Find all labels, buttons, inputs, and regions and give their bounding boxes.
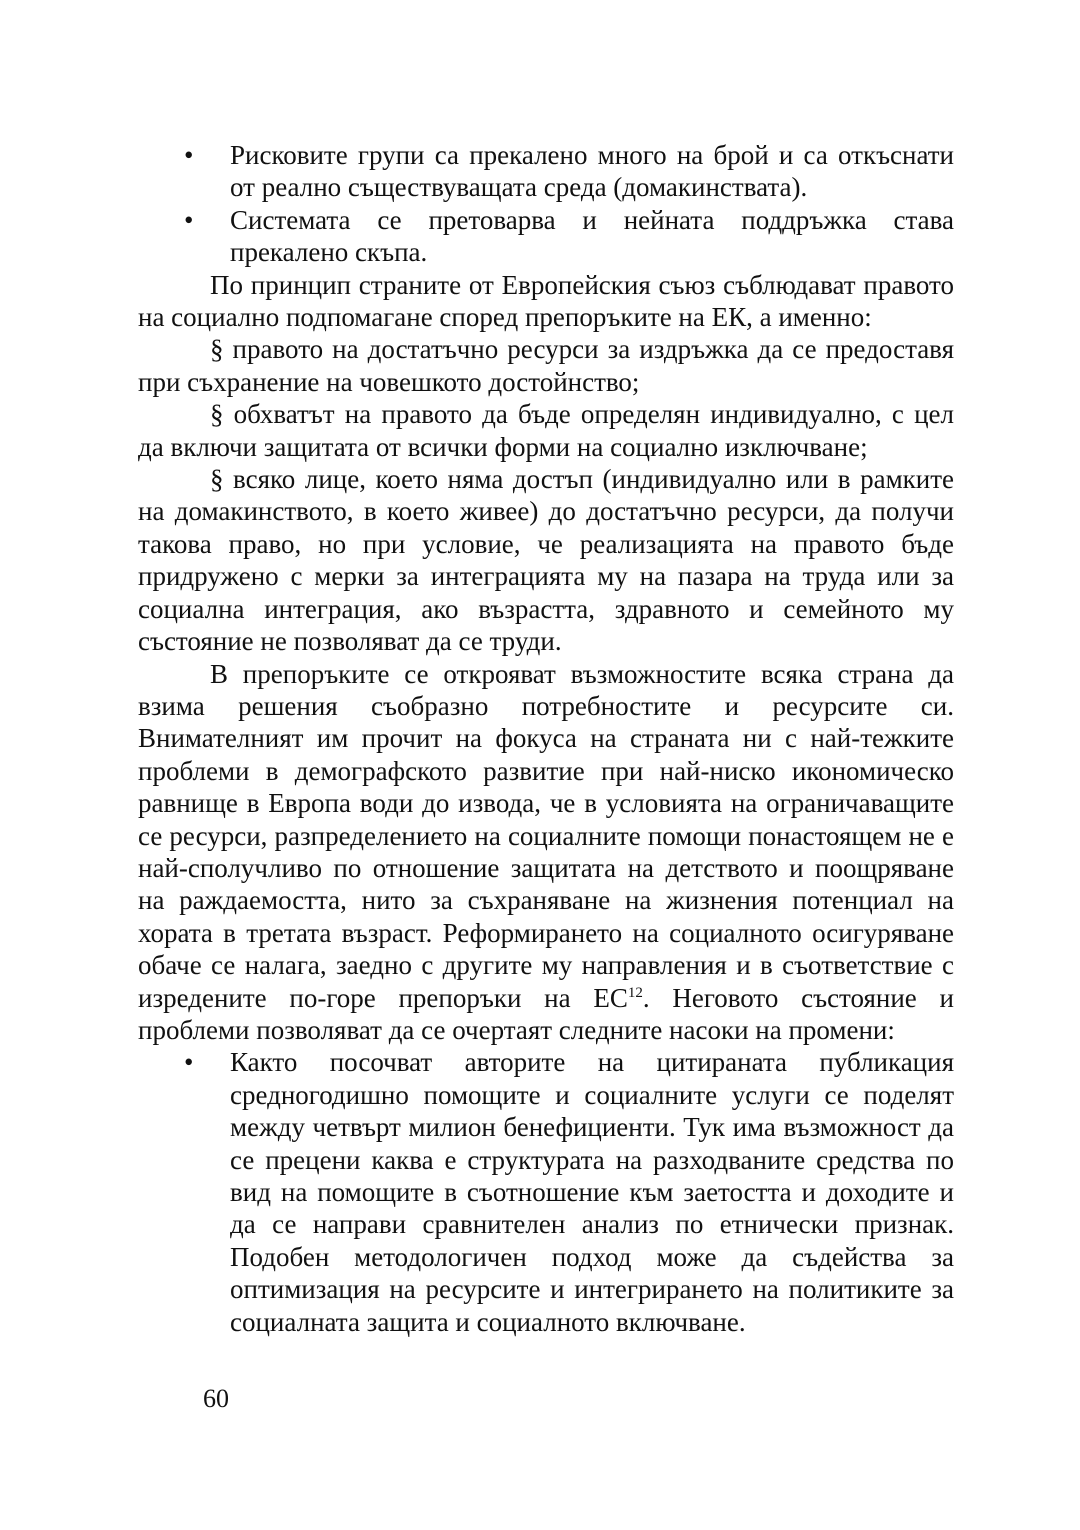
section-item: § всяко лице, което няма достъп (индивидуално или в рамките на домакинството, в което живее) до достатъчно ресурси, да получи такова право, но при условие, че реализацията на правото бъде придружено с мерки за интеграцията му на пазара на труда или за социална интеграция, ако възрастта, здравното и семейното му състояние не позволяват да се труди. <box>138 464 954 657</box>
bullet-glyph: • <box>184 1047 194 1078</box>
paragraph-text: В препоръките се открояват възможностите всяка страна да взима решения съобразно потребностите и ресурсите си. Внимателният им прочит на фокуса на страната ни с най-тежките проблеми в демографското развитие при най-ниско икономическо равнище в Европа води до извода, че в условията на ограничаващите се ресурси, разпределението на социалните помощи понастоящем не е най-сполучливо по отношение защитата на детството и поощряване на раждаемостта, нито за съхраняване на жизнения потенциал на хората в третата възраст. Реформирането на социалното осигуряване обаче се налага, заедно с другите му направления и в съответствие с изредените по-горе препоръки на ЕС <box>138 658 954 1013</box>
paragraph: По принцип страните от Европейския съюз съблюдават правото на социално подпомагане според препоръките на ЕК, а именно: <box>138 269 954 333</box>
page-number: 60 <box>203 1384 229 1413</box>
bullet-glyph: • <box>184 140 194 170</box>
paragraph-text: . Неговото състояние и проблеми позволяват да се очертаят следните насоки на промени: <box>138 982 954 1045</box>
bullet-item <box>138 1046 954 1338</box>
bullet-item <box>138 139 954 204</box>
bullet-text: Системата се претоварва и нейната поддръжка става прекалено скъпа. <box>230 204 954 268</box>
document-page <box>138 139 954 1338</box>
footnote-reference[interactable]: 12 <box>627 984 643 1001</box>
section-item: § обхватът на правото да бъде определян индивидуално, с цел да включи защитата от всички форми на социално изключване; <box>138 399 954 462</box>
paragraph <box>138 658 954 1047</box>
section-item: § правото на достатъчно ресурси за издръжка да се предоставя при съхранение на човешкото достойнство; <box>138 334 954 397</box>
bullet-text: Както посочват авторите на цитираната публикация средногодишно помощите и социалните услуги се поделят между четвърт милион бенефициенти. Тук има възможност да се прецени каква е структурата на разходваните средства по вид на помощите в съотношение към заетостта и доходите и да се направи сравнителен анализ по етнически признак. Подобен методологичен подход може да съдейства за оптимизация на ресурсите и интегрирането на политиките за социалната защита и социалното включване. <box>230 1047 954 1337</box>
bullet-text: Рисковите групи са прекалено много на брой и са откъснати от реално съществуващата среда (домакинствата). <box>230 140 954 203</box>
bullet-glyph: • <box>184 204 194 235</box>
bullet-item <box>138 204 954 269</box>
